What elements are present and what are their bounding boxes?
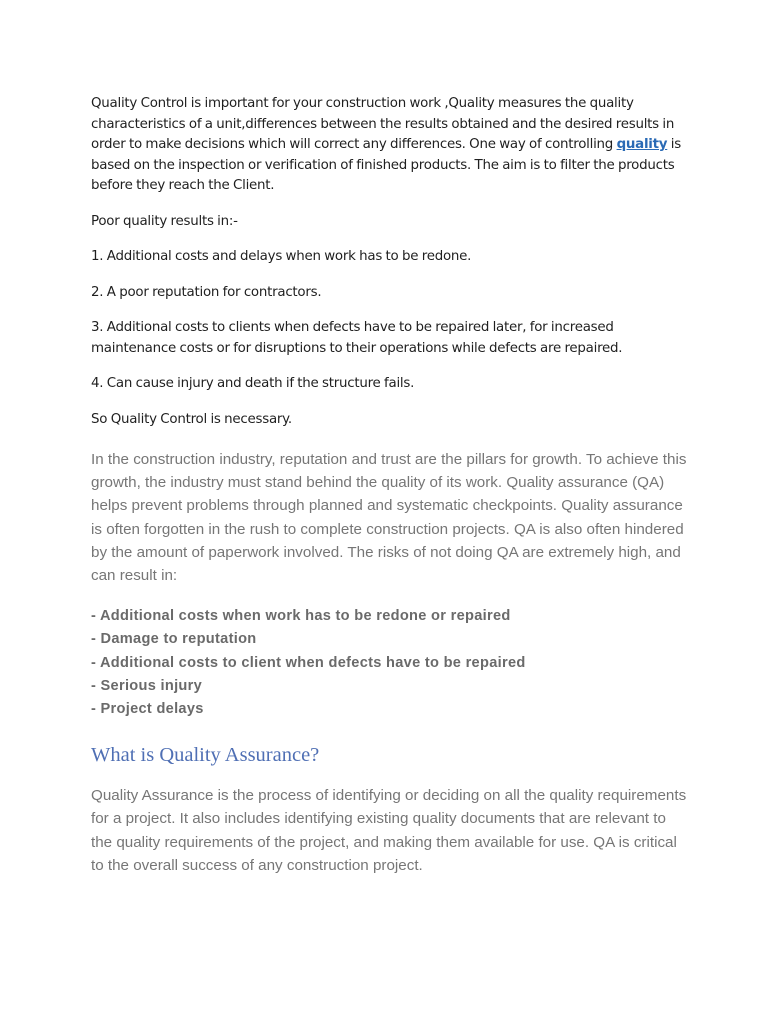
risk-item-3: - Additional costs to client when defects have to be repaired xyxy=(91,654,526,671)
risk-item-1: - Additional costs when work has to be redone or repaired xyxy=(91,608,511,625)
document-page xyxy=(91,94,691,877)
numbered-item-3: 3. Additional costs to clients when defects have to be repaired later, for increased maintenance costs or for disruptions to their operations while defects are repaired. xyxy=(91,320,623,356)
quality-link[interactable]: quality xyxy=(616,137,668,152)
definition-paragraph: Quality Assurance is the process of identifying or deciding on all the quality requirements for a project. It also includes identifying existing quality documents that are relevant to the quality requirements of the project, and making them available for use. QA is critical to the overall success of any construction project. xyxy=(91,787,687,874)
section-heading: What is Quality Assurance? xyxy=(91,744,320,767)
intro-text-part1: Quality Control is important for your construction work ,Quality measures the quality characteristics of a unit,differences between the results obtained and the desired results in order to make decisions which will correct any differences. One way of controlling xyxy=(91,96,675,152)
numbered-item-1: 1. Additional costs and delays when work has to be redone. xyxy=(91,249,472,264)
numbered-item-4: 4. Can cause injury and death if the structure fails. xyxy=(91,376,415,391)
poor-quality-heading: Poor quality results in:- xyxy=(91,213,238,229)
risk-list xyxy=(91,605,691,721)
qa-paragraph: In the construction industry, reputation and trust are the pillars for growth. To achieve this growth, the industry must stand behind the quality of its work. Quality assurance (QA) helps prevent problems through planned and systematic checkpoints. Quality assurance is often forgotten in the rush to complete construction projects. QA is also often hindered by the amount of paperwork involved. The risks of not doing QA are extremely high, and can result in: xyxy=(91,451,687,585)
conclusion-text: So Quality Control is necessary. xyxy=(91,411,292,427)
risk-item-2: - Damage to reputation xyxy=(91,631,257,648)
risk-item-4: - Serious injury xyxy=(91,677,203,694)
intro-text-part2: is based on the inspection or verification of finished products. The aim is to filter the products before they reach the Client. xyxy=(91,137,681,193)
intro-paragraph xyxy=(91,94,691,197)
risk-item-5: - Project delays xyxy=(91,701,204,718)
numbered-item-2: 2. A poor reputation for contractors. xyxy=(91,284,322,300)
